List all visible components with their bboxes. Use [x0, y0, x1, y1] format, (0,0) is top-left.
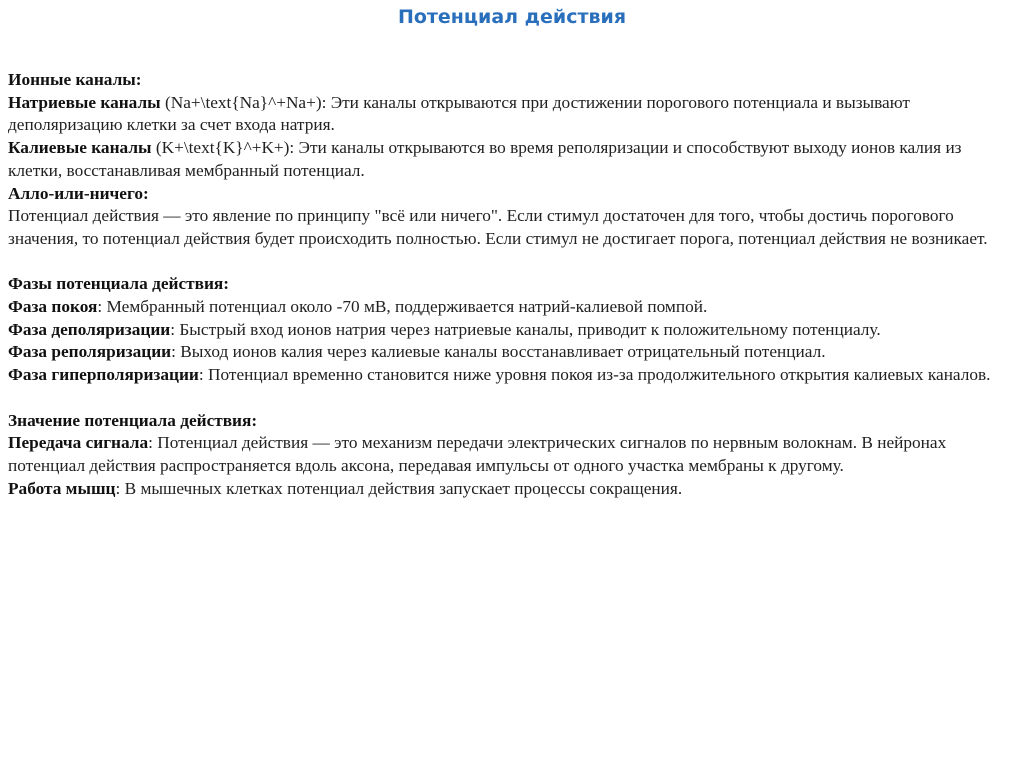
- phase-text: : Быстрый вход ионов натрия через натриевые каналы, приводит к положительному потенциалу.: [170, 319, 881, 339]
- phase-label: Фаза покоя: [8, 297, 98, 317]
- phase-label: Фаза деполяризации: [8, 319, 171, 339]
- phases-heading: Фазы потенциала действия:: [8, 274, 230, 294]
- significance-label: Работа мышц: [8, 478, 116, 498]
- ion-channels-heading: Ионные каналы:: [8, 70, 142, 89]
- phase-label: Фаза реполяризации: [8, 342, 172, 362]
- significance-heading-line: [8, 410, 1008, 433]
- spacer: [8, 387, 1008, 410]
- phase-text: : Выход ионов калия через калиевые каналы восстанавливает отрицательный потенциал.: [171, 342, 826, 362]
- all-or-none-heading-line: [8, 183, 1008, 206]
- slide-body: [8, 69, 1008, 500]
- sodium-channels-text: (Na+\text{Na}^+Na+): Эти каналы открываются при достижении порогового потенциала и вызывают деполяризацию клетки за счет входа натрия.: [8, 92, 910, 135]
- phase-text: : Мембранный потенциал около -70 мВ, поддерживается натрий-калиевой помпой.: [97, 297, 708, 317]
- phase-repolarization: [8, 341, 1008, 364]
- significance-muscle: [8, 478, 1008, 501]
- ion-channels-section: [8, 69, 1008, 92]
- significance-label: Передача сигнала: [8, 433, 149, 453]
- all-or-none-heading: Алло-или-ничего:: [8, 183, 149, 203]
- phase-rest: [8, 296, 1008, 319]
- slide-title: Потенциал действия: [397, 6, 627, 28]
- spacer: [8, 251, 1008, 274]
- phase-text: : Потенциал временно становится ниже уровня покоя из-за продолжительного открытия калиевых каналов.: [198, 365, 991, 385]
- significance-signal: [8, 432, 1008, 477]
- significance-heading: Значение потенциала действия:: [8, 410, 258, 430]
- significance-text: : В мышечных клетках потенциал действия запускает процессы сокращения.: [115, 478, 683, 498]
- sodium-channels-label: Натриевые каналы: [8, 92, 161, 112]
- potassium-channels-text: (K+\text{K}^+K+): Эти каналы открываются во время реполяризации и способствуют выходу ионов калия из клетки, восстанавливая мембранный потенциал.: [8, 138, 962, 180]
- phases-heading-line: [8, 273, 1008, 296]
- potassium-channels-paragraph: [8, 137, 1008, 182]
- all-or-none-text: Потенциал действия — это явление по принципу "всё или ничего". Если стимул достаточен для того, чтобы достичь порогового значения, то потенциал действия будет происходить полностью. Если стимул не достигает порога, потенциал действия не возникает.: [8, 206, 988, 248]
- phase-hyperpolarization: [8, 364, 1008, 387]
- significance-text: : Потенциал действия — это механизм передачи электрических сигналов по нервным волокнам. В нейронах потенциал действия распространяется вдоль аксона, передавая импульсы от одного участка мембраны к другому.: [8, 433, 947, 475]
- phase-depolarization: [8, 319, 1008, 342]
- potassium-channels-label: Калиевые каналы: [8, 138, 152, 158]
- phase-label: Фаза гиперполяризации: [8, 365, 199, 385]
- sodium-channels-paragraph: [8, 92, 1008, 137]
